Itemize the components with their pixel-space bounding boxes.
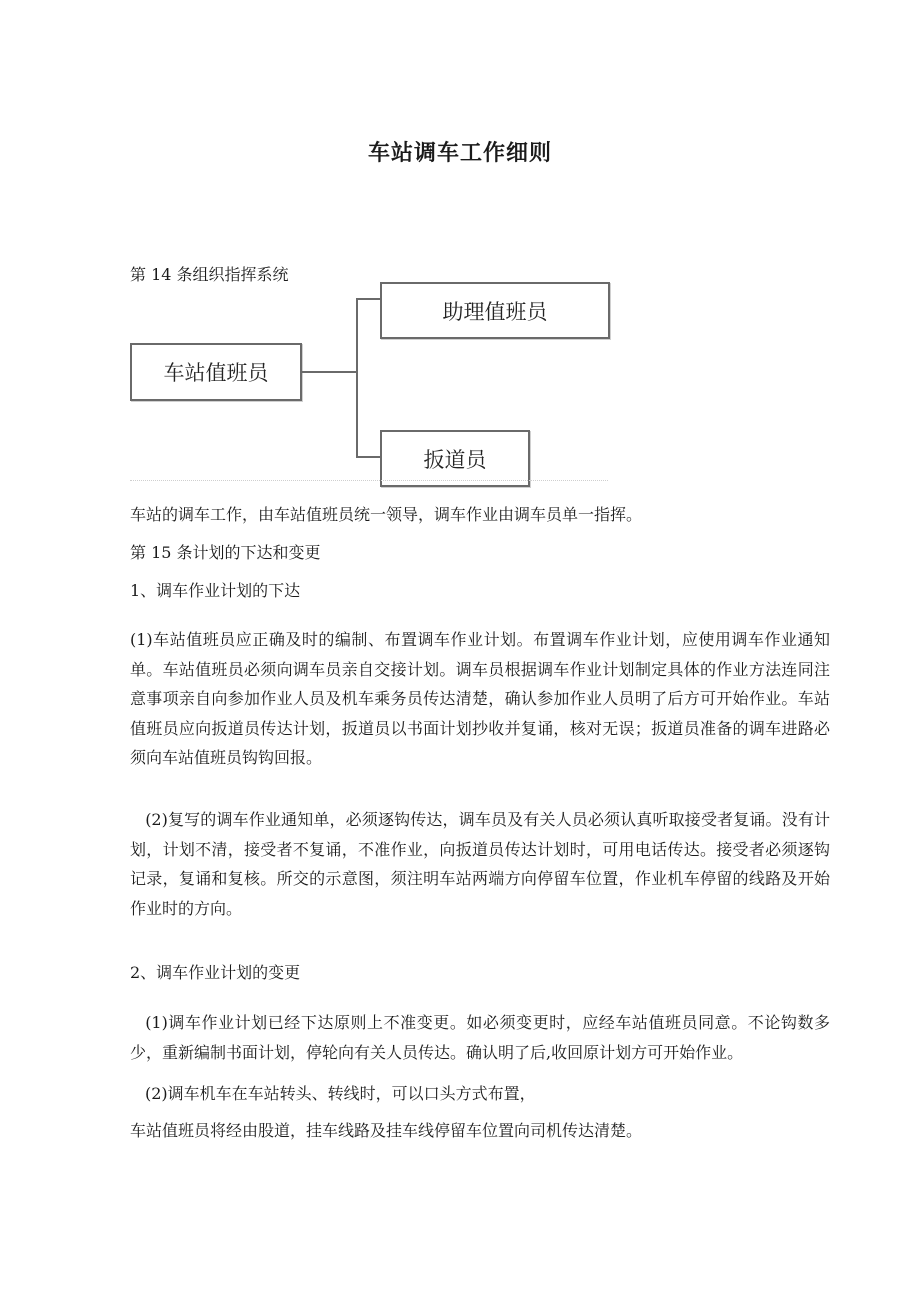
article-14-text: 车站的调车工作，由车站值班员统一领导，调车作业由调车员单一指挥。	[130, 505, 643, 524]
article-14-heading: 第 14 条组织指挥系统	[130, 265, 289, 284]
org-box-label: 助理值班员	[442, 299, 548, 324]
section-2-paragraph-1: (1)调车作业计划已经下达原则上不准变更。如必须变更时，应经车站值班员同意。不论钩数多少，重新编制书面计划，停轮向有关人员传达。确认明了后,收回原计划方可开始作业。	[130, 1013, 830, 1062]
divider	[130, 480, 608, 481]
document-title: 车站调车工作细则	[367, 141, 552, 166]
section-1-paragraph-2: (2)复写的调车作业通知单，必须逐钩传达，调车员及有关人员必须认真听取接受者复诵。没有计划，计划不清，接受者不复诵，不准作业，向扳道员传达计划时，可用电话传达。接受者必须逐钩记录，复诵和复核。所交的示意图，须注明车站两端方向停留车位置，作业机车停留的线路及开始作业时的方向。	[130, 810, 830, 918]
section-1-paragraph-1: (1)车站值班员应正确及时的编制、布置调车作业计划。布置调车作业计划，应使用调车作业通知单。车站值班员必须向调车员亲自交接计划。调车员根据调车作业计划制定具体的作业方法连同注意事项亲自向参加作业人员及机车乘务员传达清楚，确认参加作业人员明了后方可开始作业。车站值班员应向扳道员传达计划，扳道员以书面计划抄收并复诵，核对无误；扳道员准备的调车进路必须向车站值班员钩钩回报。	[130, 630, 830, 767]
org-box-label: 车站值班员	[163, 361, 269, 385]
section-2-paragraph-2: (2)调车机车在车站转头、转线时，可以口头方式布置，	[145, 1084, 536, 1103]
org-box-assistant	[380, 282, 610, 339]
org-box-label: 扳道员	[423, 447, 487, 472]
section-2-paragraph-3: 车站值班员将经由股道，挂车线路及挂车线停留车位置向司机传达清楚。	[130, 1121, 643, 1140]
org-connector-vertical	[356, 298, 358, 458]
org-connector-top	[356, 298, 380, 300]
org-box-switchman	[380, 430, 530, 487]
section-2-heading: 2、调车作业计划的变更	[130, 963, 301, 982]
org-connector-bottom	[356, 456, 380, 458]
article-15-heading: 第 15 条计划的下达和变更	[130, 543, 321, 562]
org-box-station-master	[130, 343, 302, 401]
org-connector-horizontal	[302, 371, 356, 373]
section-1-heading: 1、调车作业计划的下达	[130, 581, 301, 600]
